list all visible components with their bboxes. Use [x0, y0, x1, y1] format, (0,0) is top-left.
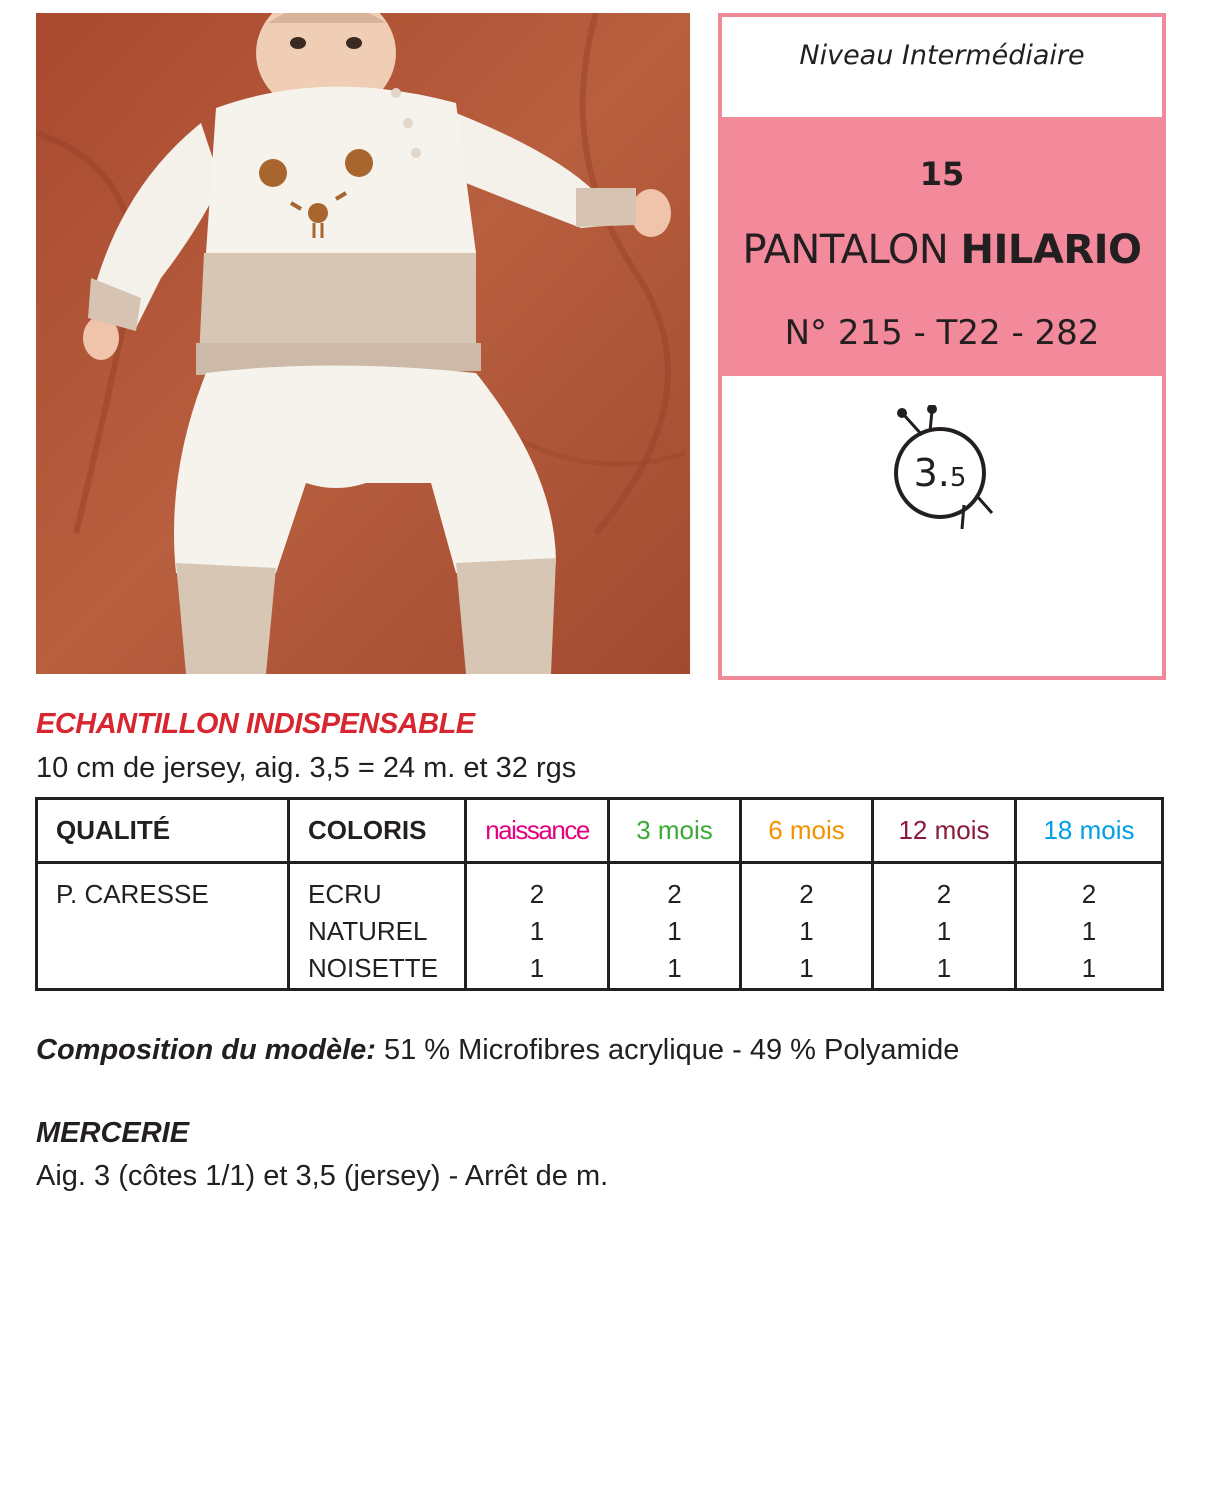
quality-cell: [37, 863, 289, 990]
gauge-title: ECHANTILLON INDISPENSABLE: [36, 708, 475, 740]
title-bold: HILARIO: [960, 227, 1142, 273]
color-name: NATUREL: [308, 916, 428, 946]
table-row: [37, 863, 1163, 990]
composition-label: Composition du modèle:: [36, 1034, 376, 1066]
haberdashery-text: Aig. 3 (côtes 1/1) et 3,5 (jersey) - Arrêt de m.: [36, 1160, 609, 1192]
header-size: 12 mois: [873, 799, 1016, 863]
header-size: 3 mois: [609, 799, 741, 863]
quantity-cell: [741, 863, 873, 990]
quantity-cell: [873, 863, 1016, 990]
difficulty-level: Niveau Intermédiaire: [799, 39, 1085, 71]
color-name: ECRU: [308, 879, 382, 909]
color-name: NOISETTE: [308, 953, 439, 983]
needle-size-icon: [890, 405, 1000, 535]
pattern-title: [722, 227, 1162, 273]
composition-text: 51 % Microfibres acrylique - 49 % Polyamide: [375, 1034, 960, 1066]
quantity-value: 1: [1081, 953, 1097, 983]
header-size: 6 mois: [741, 799, 873, 863]
quantity-value: 1: [667, 953, 682, 983]
pattern-reference: N° 215 - T22 - 282: [784, 313, 1100, 353]
quantity-value: 1: [529, 916, 545, 946]
header-size: naissance: [466, 799, 609, 863]
pattern-number: 15: [919, 155, 965, 193]
header-quality: QUALITÉ: [37, 799, 289, 863]
needle-size-label: [908, 451, 972, 500]
baby-knitwear-illustration: [36, 13, 690, 674]
table-header-row: [37, 799, 1163, 863]
pattern-header-band: [722, 117, 1162, 376]
header-size: 18 mois: [1016, 799, 1163, 863]
quantity-value: 1: [667, 916, 682, 946]
quantity-value: 1: [1081, 916, 1097, 946]
quantity-value: 1: [529, 953, 545, 983]
yarn-table: [35, 797, 1164, 991]
quantity-cell: [1016, 863, 1163, 990]
product-photo: [36, 13, 690, 674]
title-regular: PANTALON: [742, 227, 949, 273]
haberdashery-title: MERCERIE: [36, 1117, 190, 1149]
needle-size-main: 3.: [913, 451, 950, 495]
quantity-value: 2: [936, 879, 952, 909]
quantity-value: 2: [799, 879, 814, 909]
header-colors: COLORIS: [289, 799, 466, 863]
quantity-value: 1: [799, 916, 814, 946]
quantity-value: 2: [1081, 879, 1097, 909]
quantity-cell: [609, 863, 741, 990]
quantity-value: 1: [936, 916, 952, 946]
quantity-cell: [466, 863, 609, 990]
quantity-value: 1: [799, 953, 814, 983]
quantity-value: 2: [667, 879, 682, 909]
pattern-info-box: [718, 13, 1166, 680]
quality-name: P. CARESSE: [56, 879, 209, 909]
quantity-value: 1: [936, 953, 952, 983]
gauge-text: 10 cm de jersey, aig. 3,5 = 24 m. et 32 rgs: [36, 752, 577, 784]
needle-size-sub: 5: [949, 463, 967, 493]
colors-cell: [289, 863, 466, 990]
composition: [36, 1034, 959, 1067]
quantity-value: 2: [529, 879, 545, 909]
